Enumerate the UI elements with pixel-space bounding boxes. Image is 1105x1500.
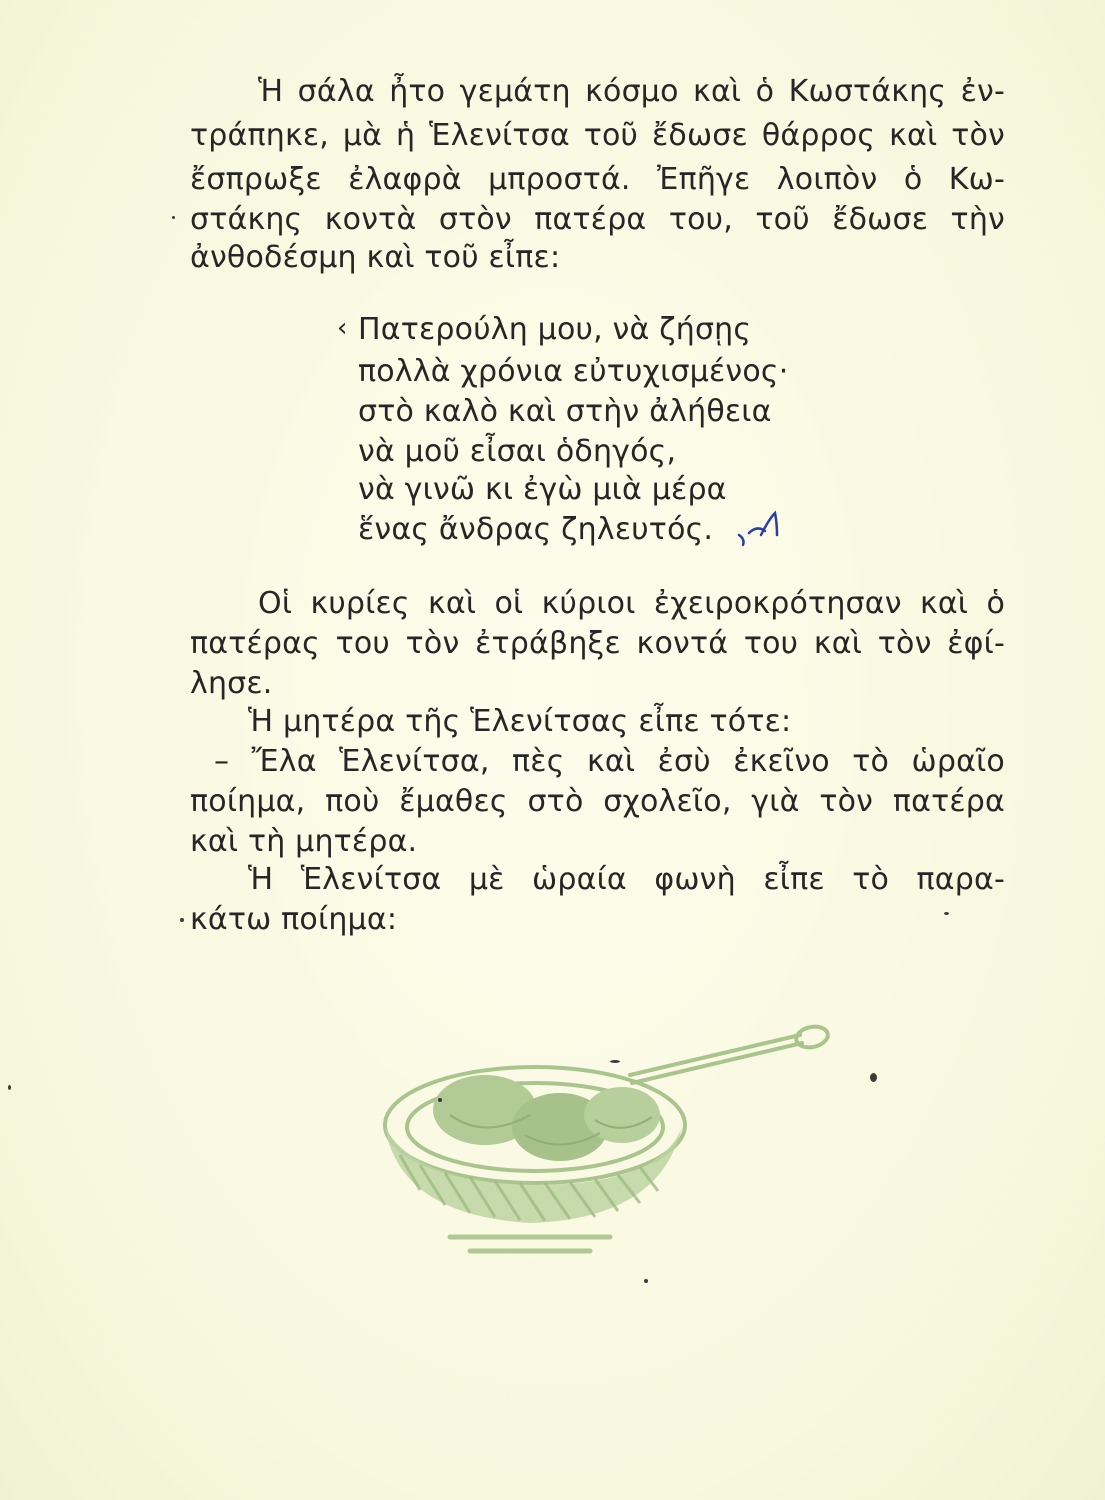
ink-speck	[438, 1098, 442, 1102]
ink-speck	[870, 1073, 877, 1082]
poem-quote-mark: ‹	[337, 313, 348, 343]
text-line: Ἡ σάλα ἦτο γεμάτη κόσμο καὶ ὁ Κωστάκης ἐν-	[258, 74, 1005, 109]
poem-line: ἕνας ἄνδρας ζηλευτός.	[358, 512, 714, 547]
text-line: Ἡ μητέρα τῆς Ἑλενίτσας εἶπε τότε:	[248, 704, 792, 739]
poem-line: πολλὰ χρόνια εὐτυχισμένος·	[358, 354, 789, 389]
ink-speck	[8, 1085, 11, 1090]
poem-line: Πατερούλη μου, νὰ ζήσῃς	[358, 312, 752, 347]
text-line: λησε.	[190, 666, 273, 701]
text-line: τράπηκε, μὰ ἡ Ἑλενίτσα τοῦ ἔδωσε θάρρος καὶ τὸν	[190, 118, 1005, 153]
text-line: ἔσπρωξε ἐλαφρὰ μπροστά. Ἐπῆγε λοιπὸν ὁ Κω-	[190, 162, 1005, 197]
poem-line: νὰ γινῶ κι ἐγὼ μιὰ μέρα	[358, 472, 727, 507]
handwritten-mark-icon	[735, 505, 795, 550]
ink-speck	[180, 918, 184, 922]
text-line: καὶ τὴ μητέρα.	[190, 824, 418, 859]
text-line: Οἱ κυρίες καὶ οἱ κύριοι ἐχειροκρότησαν καὶ ὁ	[258, 586, 1005, 621]
poem-line: στὸ καλὸ καὶ στὴν ἀλήθεια	[358, 394, 772, 429]
text-line: κάτω ποίημα:	[190, 902, 398, 937]
ink-speck	[944, 912, 949, 915]
text-line: στάκης κοντὰ στὸν πατέρα του, τοῦ ἔδωσε τὴν	[190, 202, 1005, 237]
text-line: πατέρας του τὸν ἐτράβηξε κοντά του καὶ τὸν ἐφί-	[190, 626, 1005, 661]
text-line: – Ἔλα Ἑλενίτσα, πὲς καὶ ἐσὺ ἐκεῖνο τὸ ὡραῖο	[214, 744, 1005, 779]
bowl-with-eggs-and-whisk-illustration-icon	[360, 1015, 840, 1265]
text-line: Ἡ Ἑλενίτσα μὲ ὡραία φωνὴ εἶπε τὸ παρα-	[248, 862, 1005, 897]
ink-speck	[172, 216, 175, 219]
ink-speck	[610, 1060, 620, 1063]
ink-speck	[644, 1279, 648, 1283]
poem-line: νὰ μοῦ εἶσαι ὁδηγός,	[358, 434, 677, 469]
text-line: ἀνθοδέσμη καὶ τοῦ εἶπε:	[190, 240, 561, 275]
text-line: ποίημα, ποὺ ἔμαθες στὸ σχολεῖο, γιὰ τὸν πατέρα	[190, 784, 1005, 819]
